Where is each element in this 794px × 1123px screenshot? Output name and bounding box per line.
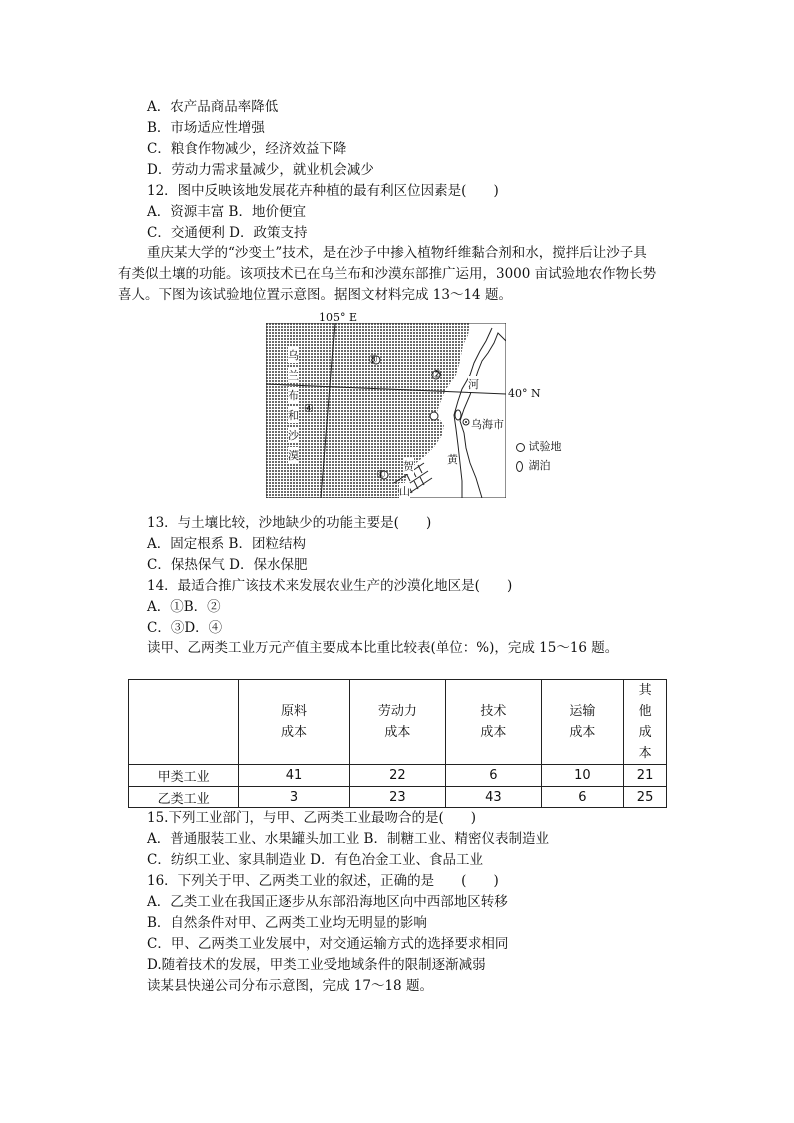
parallel-label: 40° N <box>508 387 541 400</box>
q13-options-ab: A．固定根系 B．团粒结构 <box>147 536 306 552</box>
q13-options-cd: C．保热保气 D．保水保肥 <box>147 557 308 573</box>
header-text: 运输 <box>569 704 596 719</box>
legend-test-site <box>516 438 562 454</box>
q15-options-ab: A．普通服装工业、水果罐头加工业 B．制糖工业、精密仪表制造业 <box>147 831 549 847</box>
desert-char-2: 兰 <box>288 369 299 382</box>
table-header-row <box>129 680 667 765</box>
header-text: 其 <box>638 683 652 698</box>
map-svg <box>266 323 506 498</box>
header-labor <box>349 680 445 765</box>
mountain-label-1: 贺 <box>403 460 414 473</box>
cell-value: 3 <box>239 787 349 808</box>
header-text: 成本 <box>384 725 411 740</box>
cost-table <box>128 679 667 808</box>
legend-test-site-label: 试验地 <box>528 440 562 453</box>
table-corner-cell <box>129 680 239 765</box>
header-technology <box>446 680 541 765</box>
row-name: 甲类工业 <box>129 765 239 787</box>
q11-option-c: C．粮食作物减少，经济效益下降 <box>147 141 347 157</box>
cell-value: 25 <box>624 787 667 808</box>
cell-value: 23 <box>349 787 445 808</box>
intro-13-line1: 重庆某大学的“沙变土”技术，是在沙子中掺入植物纤维黏合剂和水，搅拌后让沙子具 <box>147 245 647 261</box>
q15-stem: 15.下列工业部门，与甲、乙两类工业最吻合的是( ) <box>147 810 477 826</box>
q16-option-b: B．自然条件对甲、乙两类工业均无明显的影响 <box>147 915 427 931</box>
city-wuhai-label: 乌海市 <box>471 418 504 431</box>
q12-stem: 12．图中反映该地发展花卉种植的最有利区位因素是( ) <box>147 183 499 199</box>
river-huang-label: 黄 <box>447 453 458 466</box>
q14-options-ab: A．①B．② <box>147 599 221 615</box>
header-text: 劳动力 <box>377 704 417 719</box>
header-text: 原料 <box>281 704 308 719</box>
q14-options-cd: C．③D．④ <box>147 620 223 636</box>
cell-value: 43 <box>446 787 541 808</box>
q11-option-a: A．农产品商品率降低 <box>147 99 279 115</box>
table-row-jia <box>129 765 667 787</box>
header-text: 成本 <box>281 725 308 740</box>
site-1-label: ① <box>376 468 386 481</box>
desert-char-3: 布 <box>288 389 299 402</box>
header-text: 他 <box>638 704 652 719</box>
cell-value: 21 <box>624 765 667 787</box>
row-name: 乙类工业 <box>129 787 239 808</box>
q14-stem: 14．最适合推广该技术来发展农业生产的沙漠化地区是( ) <box>147 578 513 594</box>
header-text: 成本 <box>569 725 596 740</box>
legend-lake <box>516 457 551 473</box>
q15-options-cd: C．纺织工业、家具制造业 D．有色冶金工业、食品工业 <box>147 852 483 868</box>
legend-lake-icon <box>516 461 523 472</box>
cell-value: 41 <box>239 765 349 787</box>
header-text: 本 <box>638 746 652 761</box>
meridian-label: 105° E <box>319 311 358 324</box>
q11-option-b: B．市场适应性增强 <box>147 120 265 136</box>
river-he-label: 河 <box>468 378 479 391</box>
desert-char-5: 沙 <box>288 429 299 442</box>
q16-option-c: C．甲、乙两类工业发展中，对交通运输方式的选择要求相同 <box>147 936 509 952</box>
legend-lake-label: 湖泊 <box>528 459 551 472</box>
area-4-label: ④ <box>304 402 314 415</box>
intro-17-18: 读某县快递公司分布示意图，完成 17～18 题。 <box>147 978 433 994</box>
desert-char-1: 乌 <box>288 349 299 362</box>
q16-stem: 16．下列关于甲、乙两类工业的叙述，正确的是 ( ) <box>147 873 499 889</box>
desert-char-4: 和 <box>288 409 299 422</box>
q16-option-d: D.随着技术的发展，甲类工业受地域条件的限制逐渐减弱 <box>147 957 486 973</box>
q13-stem: 13．与土壤比较，沙地缺少的功能主要是( ) <box>147 515 432 531</box>
cell-value: 22 <box>349 765 445 787</box>
table-row-yi <box>129 787 667 808</box>
q16-option-a: A．乙类工业在我国正逐步从东部沿海地区向中西部地区转移 <box>147 894 508 910</box>
header-text: 技术 <box>480 704 507 719</box>
header-raw-material <box>239 680 349 765</box>
mountain-label-2: 山 <box>399 485 410 498</box>
desert-char-6: 漠 <box>288 449 299 462</box>
intro-13-14 <box>118 243 678 306</box>
intro-15-16: 读甲、乙两类工业万元产值主要成本比重比较表(单位：%)，完成 15～16 题。 <box>147 640 619 656</box>
intro-13-line2: 有类似土壤的功能。该项技术已在乌兰布和沙漠东部推广运用，3000 亩试验地农作物长势 <box>118 266 657 282</box>
test-site-right <box>430 412 438 420</box>
header-other <box>624 680 667 765</box>
header-text: 成 <box>638 725 652 740</box>
q11-option-d: D．劳动力需求量减少，就业机会减少 <box>147 162 374 178</box>
cell-value: 6 <box>446 765 541 787</box>
cell-value: 10 <box>541 765 624 787</box>
header-text: 成本 <box>480 725 507 740</box>
cell-value: 6 <box>541 787 624 808</box>
site-3-label: ③ <box>368 353 378 366</box>
header-transport <box>541 680 624 765</box>
lake <box>455 410 461 420</box>
q12-options-cd: C．交通便利 D．政策支持 <box>147 225 308 241</box>
q12-options-ab: A．资源丰富 B．地价便宜 <box>147 204 306 220</box>
legend-test-site-icon <box>516 443 525 452</box>
intro-13-line3: 喜人。下图为该试验地位置示意图。据图文材料完成 13～14 题。 <box>118 287 512 303</box>
site-2-label: ② <box>432 368 442 381</box>
